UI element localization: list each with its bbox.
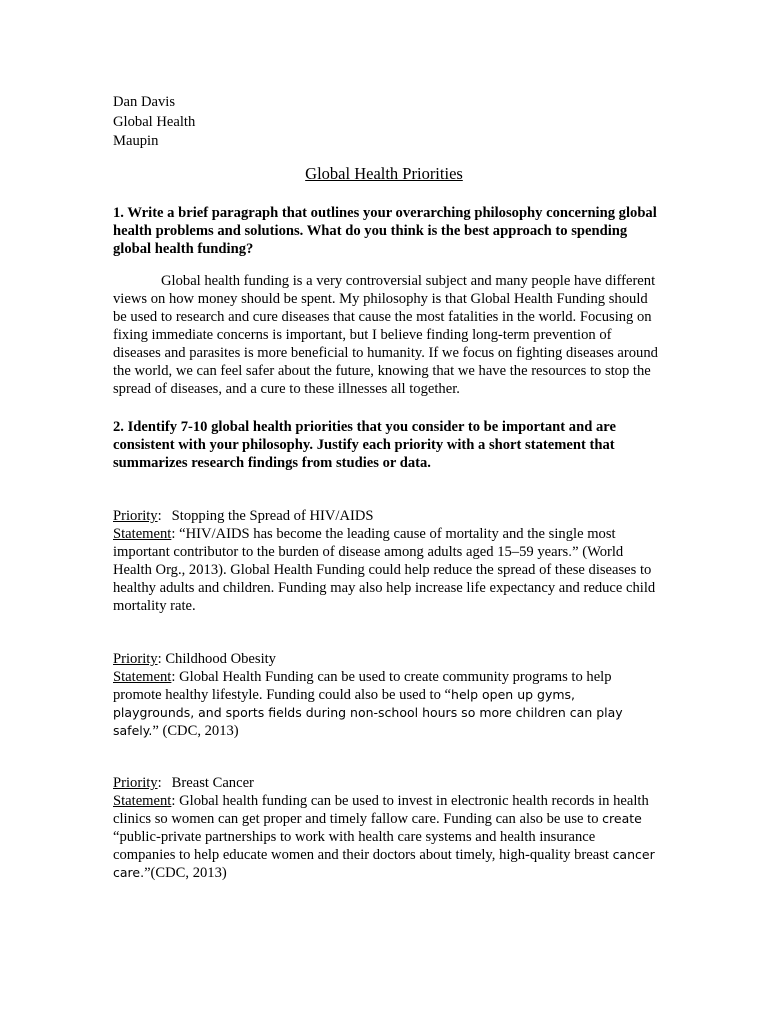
statement-label: Statement — [113, 526, 172, 542]
header-block — [113, 93, 195, 152]
course-name: Global Health — [113, 113, 196, 130]
priority-heading: Priority: Breast Cancer — [113, 775, 254, 791]
statement-label: Statement — [113, 669, 172, 685]
priority-statement: Statement: Global health funding can be used to invest in electronic health records in health clinics so women can get proper and timely fallow care. Funding can also be use to create “public-private partnerships to work with health care systems and health insurance companies to help educate women and their doctors about timely, high-quality breast cancer care.”(CDC, 2013) — [113, 793, 655, 881]
priority-label: Priority — [113, 651, 158, 667]
statement-label: Statement — [113, 793, 172, 809]
priority-item — [113, 774, 658, 882]
priority-heading: Priority: Childhood Obesity — [113, 651, 276, 667]
priority-item — [113, 650, 658, 740]
priority-name: Breast Cancer — [171, 775, 254, 791]
priority-statement: Statement: Global Health Funding can be used to create community programs to help promote healthy lifestyle. Funding could also be used to “help open up gyms, playgrounds, and sports fields during non-school hours so more children can play safely.” (CDC, 2013) — [113, 669, 623, 739]
answer-1: Global health funding is a very controversial subject and many people have different views on how money should be spent. My philosophy is that Global Health Funding should be used to research and cure diseases that cause the most fatalities in the world. Focusing on fixing immediate concerns is important, but I believe finding long-term prevention of diseases and parasites is more beneficial to humanity. If we focus on fighting diseases around the world, we can feel safer about the future, knowing that we have the resources to stop the spread of diseases, and a cure to these illnesses all together. — [113, 273, 658, 397]
document-title: Global Health Priorities — [305, 164, 463, 183]
priority-heading: Priority: Stopping the Spread of HIV/AIDS — [113, 508, 374, 524]
priority-label: Priority — [113, 508, 158, 524]
priority-name: Stopping the Spread of HIV/AIDS — [171, 508, 374, 524]
teacher-name: Maupin — [113, 133, 159, 149]
priority-label: Priority — [113, 775, 158, 791]
question-2: 2. Identify 7-10 global health priorities that you consider to be important and are consistent with your philosophy. Justify each priority with a short statement that summarizes research findings from studies or data. — [113, 419, 616, 471]
question-1: 1. Write a brief paragraph that outlines your overarching philosophy concerning global health problems and solutions. What do you think is the best approach to spending global health funding? — [113, 205, 657, 257]
priority-statement: Statement: “HIV/AIDS has become the leading cause of mortality and the single most important contributor to the burden of disease among adults aged 15–59 years.” (World Health Org., 2013). Global Health Funding could help reduce the spread of these diseases to healthy adults and children. Funding may also help increase life expectancy and reduce child mortality rate. — [113, 526, 656, 614]
priority-name: Childhood Obesity — [165, 651, 276, 667]
priority-item — [113, 507, 658, 615]
author-name: Dan Davis — [113, 94, 176, 110]
